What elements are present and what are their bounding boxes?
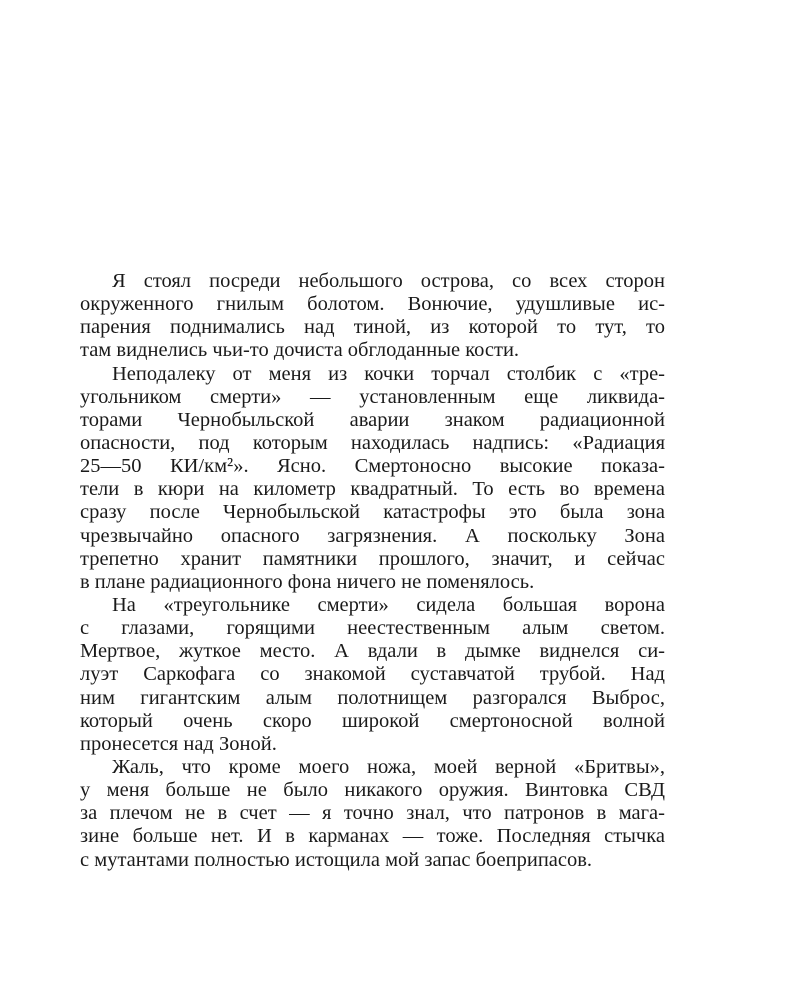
- text-line: Неподалеку от меня из кочки торчал столбик с «тре-: [112, 362, 665, 385]
- text-line: Жаль, что кроме моего ножа, моей верной «Бритвы»,: [112, 755, 665, 778]
- text-line: торами Чернобыльской аварии знаком радиационной: [80, 408, 665, 431]
- text-line: луэт Саркофага со знакомой суставчатой трубой. Над: [80, 663, 665, 686]
- text-line: с мутантами полностью истощила мой запас боеприпасов.: [80, 848, 593, 871]
- text-line: трепетно хранит памятники прошлого, значит, и сейчас: [80, 547, 665, 570]
- paragraph-3: [80, 594, 665, 756]
- text-line: окруженного гнилым болотом. Вонючие, удушливые ис-: [80, 293, 665, 316]
- text-line: там виднелись чьи-то дочиста обглоданные кости.: [80, 339, 520, 362]
- text-line: в плане радиационного фона ничего не поменялось.: [80, 570, 535, 593]
- text-line: Я стоял посреди небольшого острова, со всех сторон: [112, 270, 665, 292]
- text-line: который очень скоро широкой смертоносной волной: [80, 709, 665, 732]
- text-line: с глазами, горящими неестественным алым светом.: [80, 617, 665, 640]
- text-line: пронесется над Зоной.: [80, 732, 277, 755]
- text-line: опасности, под которым находилась надпись: «Радиация: [80, 431, 665, 454]
- text-line: ним гигантским алым полотнищем разгорался Выброс,: [80, 686, 665, 709]
- text-line: угольником смерти» — установленным еще ликвида-: [80, 385, 665, 408]
- text-line: за плечом не в счет — я точно знал, что патронов в мага-: [80, 802, 665, 825]
- text-line: парения поднимались над тиной, из которой то тут, то: [80, 316, 665, 339]
- text-line: На «треугольнике смерти» сидела большая ворона: [112, 593, 665, 616]
- text-line: зине больше нет. И в карманах — тоже. Последняя стычка: [80, 825, 665, 848]
- text-line: 25—50 КИ/км²». Ясно. Смертоносно высокие показа-: [80, 455, 665, 478]
- text-line: чрезвычайно опасного загрязнения. А поскольку Зона: [80, 524, 665, 547]
- text-line: у меня больше не было никакого оружия. Винтовка СВД: [80, 779, 665, 802]
- paragraph-2: [80, 363, 665, 594]
- paragraph-1: [80, 270, 665, 363]
- text-line: Мертвое, жуткое место. А вдали в дымке виднелся си-: [80, 640, 665, 663]
- text-line: сразу после Чернобыльской катастрофы это была зона: [80, 501, 665, 524]
- text-line: тели в кюри на километр квадратный. То есть во времена: [80, 478, 665, 501]
- paragraph-4: [80, 756, 665, 872]
- body-text: [80, 270, 665, 872]
